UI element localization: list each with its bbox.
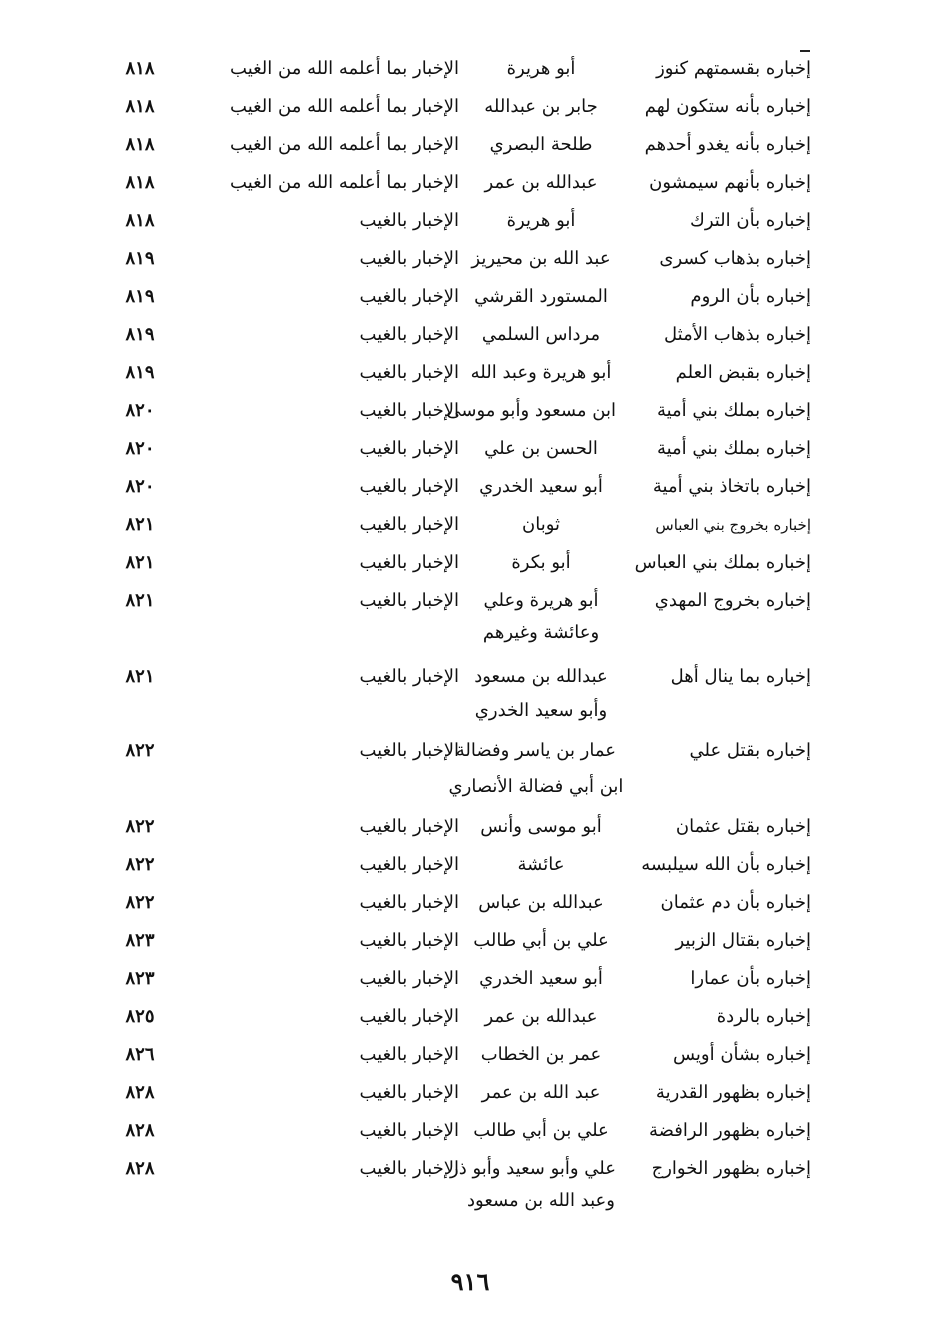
page-ref-cell: ٨١٩	[125, 248, 155, 269]
narrator-cell: عائشة	[517, 854, 565, 875]
topic-cell: إخباره بأن دم عثمان	[660, 892, 811, 913]
narrator-cell: المستورد القرشي	[474, 286, 608, 307]
category-cell: الإخبار بالغيب	[359, 400, 459, 421]
category-cell: الإخبار بالغيب	[359, 854, 459, 875]
narrator-cell: أبو موسى وأنس	[480, 816, 602, 837]
topic-cell: إخباره بأن عمارا	[690, 968, 811, 989]
topic-cell: إخباره بقبض العلم	[675, 362, 811, 383]
page-ref-cell: ٨٢٨	[125, 1120, 155, 1141]
table-row	[0, 732, 941, 770]
page-ref-cell: ٨٢٣	[125, 968, 155, 989]
narrator-cell: علي بن أبي طالب	[473, 930, 609, 951]
narrator-cell: أبو بكرة	[511, 552, 571, 573]
page-ref-cell: ٨١٨	[125, 210, 155, 231]
page-number: ٩١٦	[450, 1267, 490, 1296]
narrator-cell: أبو سعيد الخدري	[479, 476, 603, 497]
category-cell: الإخبار بالغيب	[359, 1082, 459, 1103]
narrator-cell: أبو سعيد الخدري	[479, 968, 603, 989]
narrator-continuation: وعبد الله بن مسعود	[467, 1190, 615, 1211]
page-ref-cell: ٨٢٨	[125, 1158, 155, 1179]
narrator-cell: أبو هريرة وعلي	[483, 590, 599, 611]
table-row	[0, 164, 941, 202]
topic-cell: إخباره باتخاذ بني أمية	[652, 476, 811, 497]
narrator-cell: عمار بن ياسر وفضالة	[455, 740, 616, 761]
page-ref-cell: ٨١٨	[125, 172, 155, 193]
topic-cell: إخباره بأن الروم	[690, 286, 811, 307]
page-ref-cell: ٨١٩	[125, 362, 155, 383]
category-cell: الإخبار بالغيب	[359, 740, 459, 761]
page-ref-cell: ٨٢٠	[125, 400, 155, 421]
table-row	[0, 808, 941, 846]
category-cell: الإخبار بالغيب	[359, 590, 459, 611]
topic-cell: إخباره بقتال الزبير	[675, 930, 811, 951]
narrator-cell: أبو هريرة	[506, 210, 576, 231]
category-cell: الإخبار بالغيب	[359, 816, 459, 837]
topic-cell: إخباره بالردة	[716, 1006, 811, 1027]
table-row	[0, 126, 941, 164]
category-cell: الإخبار بالغيب	[359, 286, 459, 307]
topic-cell: إخباره بأنهم سيمشون	[649, 172, 811, 193]
table-row	[0, 1036, 941, 1074]
narrator-cell: جابر بن عبدالله	[484, 96, 598, 117]
topic-cell: إخباره بأن الله سيلبسه	[641, 854, 811, 875]
topic-cell: إخباره بملك بني العباس	[634, 552, 811, 573]
topic-cell: إخباره بظهور الخوارج	[651, 1158, 811, 1179]
category-cell: الإخبار بالغيب	[359, 968, 459, 989]
topic-cell: إخباره بظهور القدرية	[655, 1082, 811, 1103]
table-row	[0, 1112, 941, 1150]
table-row	[0, 50, 941, 88]
narrator-cell: طلحة البصري	[489, 134, 593, 155]
page-ref-cell: ٨١٨	[125, 134, 155, 155]
page-ref-cell: ٨١٩	[125, 324, 155, 345]
table-row	[0, 278, 941, 316]
topic-cell: إخباره بظهور الرافضة	[649, 1120, 811, 1141]
page-ref-cell: ٨٢١	[125, 666, 155, 687]
category-cell: الإخبار بالغيب	[359, 892, 459, 913]
page-ref-cell: ٨٢٠	[125, 438, 155, 459]
topic-cell: إخباره بقسمتهم كنوز	[656, 58, 811, 79]
category-cell: الإخبار بالغيب	[359, 210, 459, 231]
table-row	[0, 354, 941, 392]
category-cell: الإخبار بالغيب	[359, 514, 459, 535]
table-row	[0, 392, 941, 430]
table-row	[0, 846, 941, 884]
page-ref-cell: ٨٢٠	[125, 476, 155, 497]
topic-cell: إخباره بخروج بني العباس	[655, 516, 811, 534]
page-ref-cell: ٨٢٨	[125, 1082, 155, 1103]
narrator-cell: ثوبان	[521, 514, 561, 535]
page-ref-cell: ٨٢١	[125, 514, 155, 535]
topic-cell: إخباره بذهاب الأمثل	[664, 324, 811, 345]
topic-cell: إخباره بأنه يغدو أحدهم	[644, 134, 811, 155]
page-ref-cell: ٨٢٢	[125, 740, 155, 761]
narrator-cell: عبدالله بن عباس	[478, 892, 604, 913]
table-row	[0, 922, 941, 960]
topic-cell: إخباره بقتل عثمان	[675, 816, 811, 837]
narrator-cell: عبدالله بن عمر	[484, 1006, 598, 1027]
topic-cell: إخباره بأنه ستكون لهم	[644, 96, 811, 117]
category-cell: الإخبار بالغيب	[359, 930, 459, 951]
table-row	[0, 506, 941, 544]
topic-cell: إخباره بشأن أويس	[672, 1044, 811, 1065]
page-ref-cell: ٨١٨	[125, 58, 155, 79]
category-cell: الإخبار بما أعلمه الله من الغيب	[230, 58, 459, 79]
category-cell: الإخبار بالغيب	[359, 362, 459, 383]
narrator-cell: ابن مسعود وأبو موسى	[446, 400, 616, 421]
narrator-continuation: وأبو سعيد الخدري	[474, 700, 608, 721]
topic-cell: إخباره بقتل علي	[689, 740, 811, 761]
page-ref-cell: ٨٢٢	[125, 854, 155, 875]
table-row	[0, 1074, 941, 1112]
category-cell: الإخبار بالغيب	[359, 1006, 459, 1027]
topic-cell: إخباره بملك بني أمية	[656, 438, 811, 459]
page-ref-cell: ٨١٨	[125, 96, 155, 117]
category-cell: الإخبار بالغيب	[359, 438, 459, 459]
page-ref-cell: ٨٢٦	[125, 1044, 155, 1065]
category-cell: الإخبار بالغيب	[359, 324, 459, 345]
table-row	[0, 202, 941, 240]
narrator-cell: أبو هريرة وعبد الله	[470, 362, 612, 383]
table-row	[0, 430, 941, 468]
table-row	[0, 582, 941, 620]
page-ref-cell: ٨٢١	[125, 552, 155, 573]
narrator-cell: عبد الله بن عمر	[481, 1082, 601, 1103]
table-row	[0, 240, 941, 278]
page-ref-cell: ٨٢٢	[125, 892, 155, 913]
category-cell: الإخبار بالغيب	[359, 1120, 459, 1141]
topic-cell: إخباره بملك بني أمية	[656, 400, 811, 421]
category-cell: الإخبار بما أعلمه الله من الغيب	[230, 134, 459, 155]
table-row	[0, 316, 941, 354]
table-row	[0, 468, 941, 506]
category-cell: الإخبار بالغيب	[359, 1158, 459, 1179]
narrator-cell: الحسن بن علي	[484, 438, 598, 459]
narrator-cell: أبو هريرة	[506, 58, 576, 79]
topic-cell: إخباره بخروج المهدي	[654, 590, 811, 611]
narrator-cell: عبدالله بن مسعود	[474, 666, 608, 687]
table-row	[0, 884, 941, 922]
page-ref-cell: ٨١٩	[125, 286, 155, 307]
topic-cell: إخباره بذهاب كسرى	[659, 248, 811, 269]
narrator-cell: عمر بن الخطاب	[480, 1044, 602, 1065]
table-row	[0, 658, 941, 696]
table-row	[0, 544, 941, 582]
category-cell: الإخبار بالغيب	[359, 248, 459, 269]
category-cell: الإخبار بما أعلمه الله من الغيب	[230, 172, 459, 193]
narrator-cell: مرداس السلمي	[481, 324, 601, 345]
page-ref-cell: ٨٢٢	[125, 816, 155, 837]
table-row	[0, 960, 941, 998]
category-cell: الإخبار بالغيب	[359, 666, 459, 687]
table-row	[0, 1150, 941, 1188]
page-ref-cell: ٨٢٥	[125, 1006, 155, 1027]
category-cell: الإخبار بالغيب	[359, 552, 459, 573]
topic-cell: إخباره بأن الترك	[689, 210, 811, 231]
narrator-cell: عبد الله بن محيريز	[471, 248, 611, 269]
category-cell: الإخبار بالغيب	[359, 476, 459, 497]
narrator-cell: علي وأبو سعيد وأبو ذر	[450, 1158, 616, 1179]
table-row	[0, 88, 941, 126]
narrator-continuation: وعائشة وغيرهم	[482, 622, 600, 643]
page-ref-cell: ٨٢٣	[125, 930, 155, 951]
narrator-cell: علي بن أبي طالب	[473, 1120, 609, 1141]
category-cell: الإخبار بالغيب	[359, 1044, 459, 1065]
narrator-cell: عبدالله بن عمر	[484, 172, 598, 193]
page-ref-cell: ٨٢١	[125, 590, 155, 611]
narrator-continuation: ابن أبي فضالة الأنصاري	[448, 776, 624, 797]
topic-cell: إخباره بما ينال أهل	[670, 666, 811, 687]
category-cell: الإخبار بما أعلمه الله من الغيب	[230, 96, 459, 117]
table-row	[0, 998, 941, 1036]
